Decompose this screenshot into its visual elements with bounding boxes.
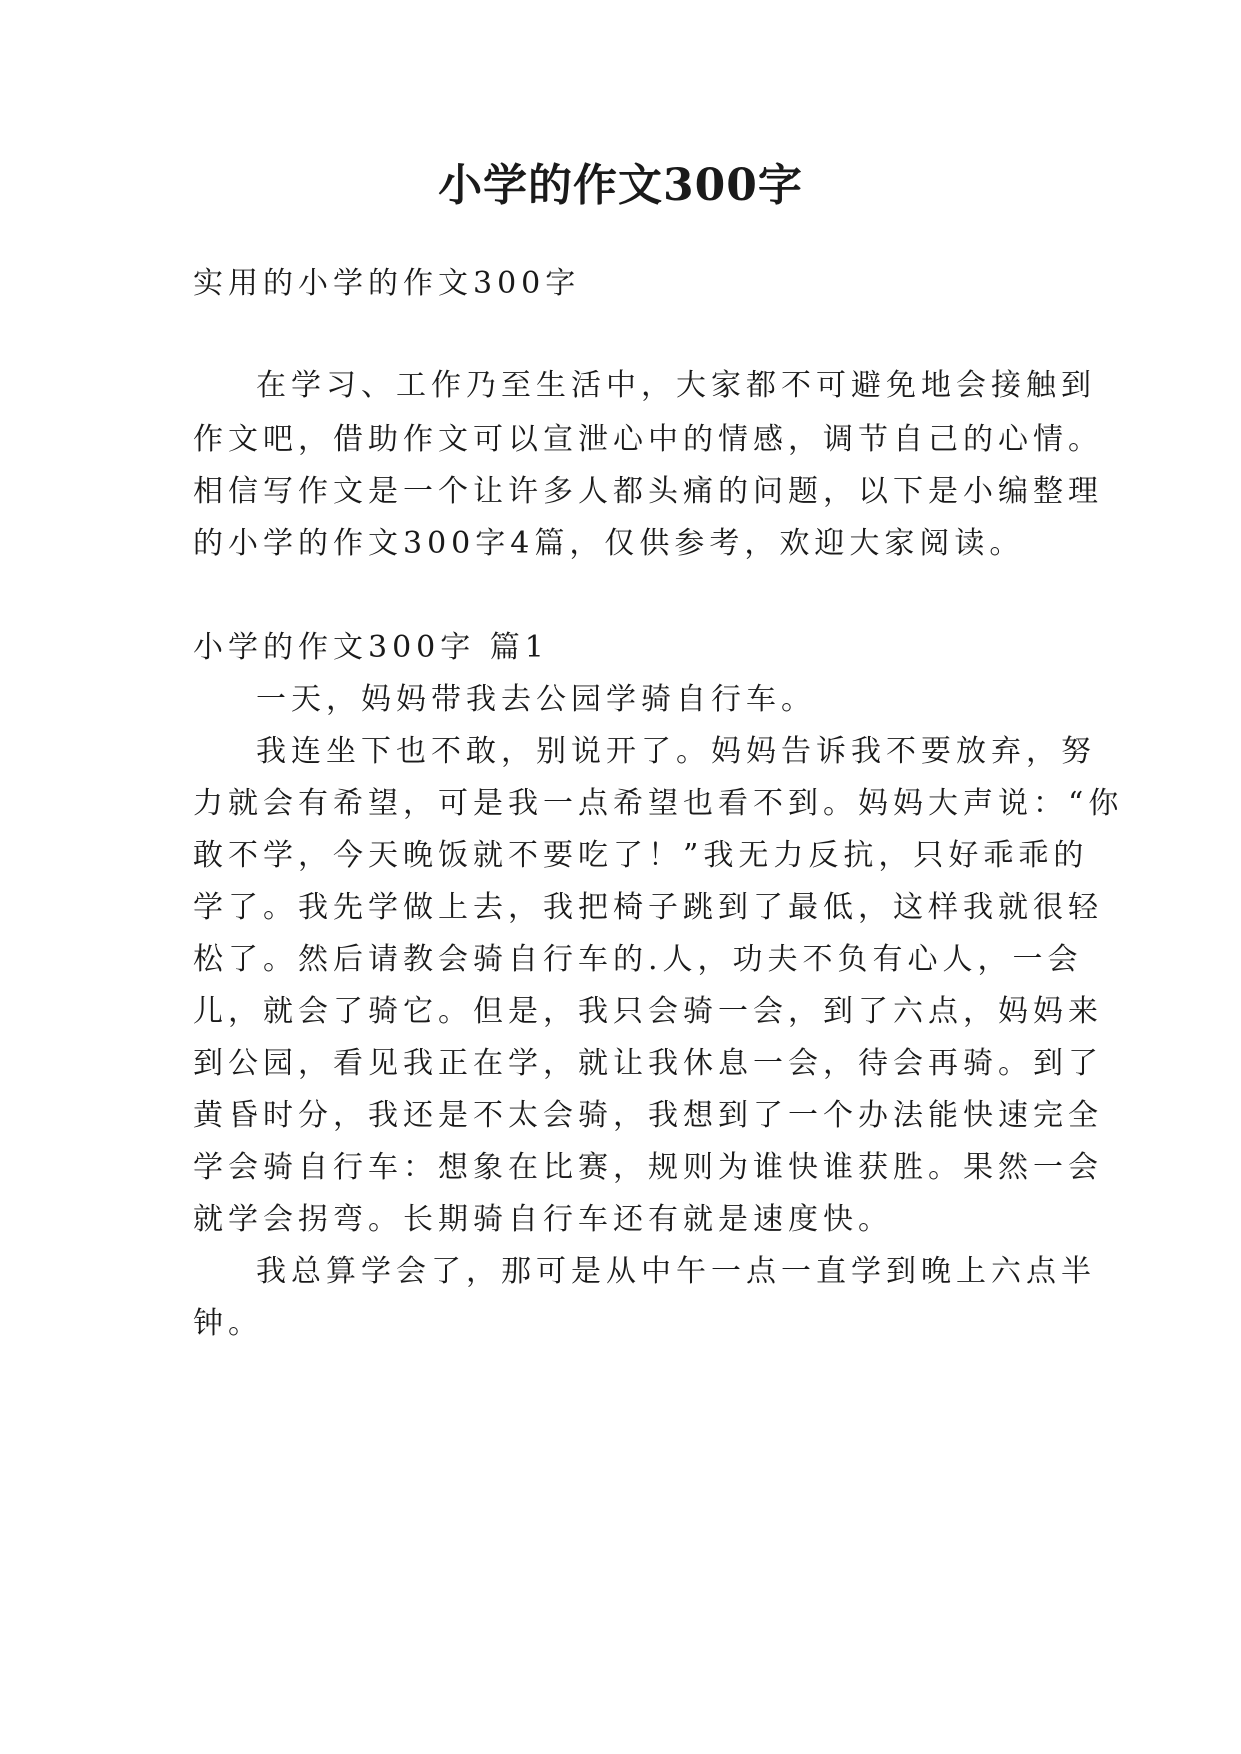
- intro-line: 相信写作文是一个让许多人都头痛的问题，以下是小编整理: [193, 474, 1103, 509]
- paragraph-line: 学了。我先学做上去，我把椅子跳到了最低，这样我就很轻: [193, 890, 1103, 925]
- paragraph-line: 松了。然后请教会骑自行车的.人，功夫不负有心人，一会: [193, 942, 1083, 977]
- paragraph-line: 一天，妈妈带我去公园学骑自行车。: [256, 682, 816, 717]
- paragraph-line: 我总算学会了，那可是从中午一点一直学到晚上六点半: [256, 1254, 1096, 1289]
- paragraph-line: 敢不学，今天晚饭就不要吃了！”我无力反抗，只好乖乖的: [193, 838, 1089, 873]
- paragraph-line: 我连坐下也不敢，别说开了。妈妈告诉我不要放弃，努: [256, 734, 1096, 769]
- paragraph-line: 学会骑自行车：想象在比赛，规则为谁快谁获胜。果然一会: [193, 1150, 1103, 1185]
- paragraph-line: 就学会拐弯。长期骑自行车还有就是速度快。: [193, 1202, 893, 1237]
- paragraph-line: 黄昏时分，我还是不太会骑，我想到了一个办法能快速完全: [193, 1098, 1103, 1133]
- intro-line: 的小学的作文300字4篇，仅供参考，欢迎大家阅读。: [193, 526, 1025, 561]
- paragraph-line: 儿，就会了骑它。但是，我只会骑一会，到了六点，妈妈来: [193, 994, 1103, 1029]
- intro-line: 作文吧，借助作文可以宣泄心中的情感，调节自己的心情。: [193, 422, 1103, 457]
- paragraph-line: 钟。: [193, 1306, 263, 1341]
- paragraph-line: 力就会有希望，可是我一点希望也看不到。妈妈大声说：“你: [193, 786, 1124, 821]
- section-heading: 小学的作文300字 篇1: [193, 630, 549, 665]
- document-subtitle: 实用的小学的作文300字: [193, 266, 581, 301]
- paragraph-line: 到公园，看见我正在学，就让我休息一会，待会再骑。到了: [193, 1046, 1103, 1081]
- document-title: 小学的作文300字: [438, 160, 803, 211]
- intro-line: 在学习、工作乃至生活中，大家都不可避免地会接触到: [256, 368, 1096, 403]
